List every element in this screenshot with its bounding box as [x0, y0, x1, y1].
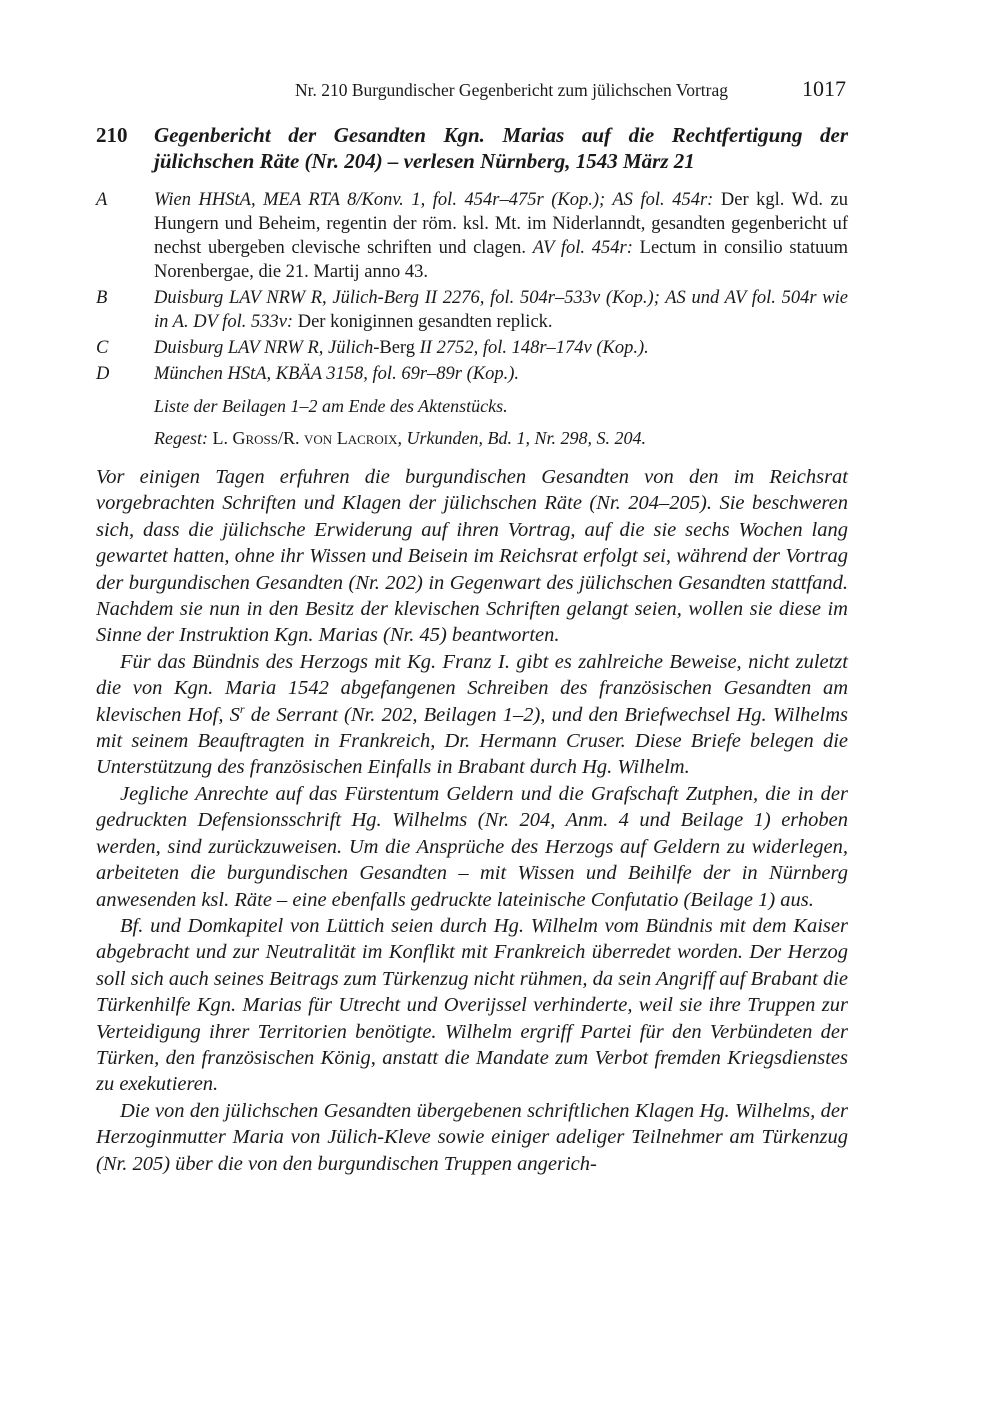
source-siglum: D [96, 364, 110, 384]
document-page [96, 72, 848, 1177]
source-entry-b [96, 286, 848, 334]
summary-paragraph: Vor einigen Tagen erfuhren die burgundischen Gesandten von den im Reichsrat vorgebrachten Schriften und Klagen der jülichschen Räte (Nr. 204–205). Sie beschweren sich, dass die jülichsche Erwiderung auf ihren Vortrag, auf die sie sechs Wochen lang gewartet hatten, ohne ihr Wissen und Beisein im Reichsrat erfolgt sei, während der Vortrag der burgundischen Gesandten (Nr. 202) in Gegenwart des jülichschen Gesandten stattfand. Nachdem sie nun in den Besitz der klevischen Schriften gelangt seien, wollen sie diese im Sinne der Instruktion Kgn. Marias (Nr. 45) beantworten. [96, 466, 848, 647]
source-entry-d [96, 362, 848, 386]
running-title: Nr. 210 Burgundischer Gegenbericht zum jülichschen Vortrag [294, 80, 728, 100]
source-entry-a [96, 188, 848, 284]
attachments-note: Liste der Beilagen 1–2 am Ende des Aktenstücks. [154, 396, 508, 416]
summary-paragraph: Die von den jülichschen Gesandten übergebenen schriftlichen Klagen Hg. Wilhelms, der Herzoginmutter Maria von Jülich-Kleve sowie einiger adeliger Teilnehmer am Türkenzug (Nr. 205) über die von den burgundischen Truppen angerich- [96, 1099, 848, 1175]
summary-paragraph: Bf. und Domkapitel von Lüttich seien durch Hg. Wilhelm vom Bündnis mit dem Kaiser abgebracht und zur Neutralität im Konflikt mit Frankreich überredet worden. Der Herzog soll sich auch seines Beitrags zum Türkenzug nicht rühmen, da sein Angriff auf Brabant die Türkenhilfe Kgn. Marias für Utrecht und Overijssel verhinderte, weil sie ihre Truppen zur Verteidigung ihrer Territorien benötigte. Wilhelm ergriff Partei für den Verbündeten der Türken, den französischen König, anstatt die Mandate zum Verbot fremden Kriegsdienstes zu exekutieren. [96, 914, 848, 1096]
document-number: 210 [96, 123, 128, 147]
running-header [96, 72, 848, 106]
page-number: 1017 [802, 76, 846, 101]
summary-text [96, 464, 848, 1177]
source-list [96, 188, 848, 450]
source-siglum: A [96, 190, 108, 210]
source-siglum: C [96, 338, 109, 358]
document-heading [96, 122, 848, 174]
source-text: München HStA, KBÄA 3158, fol. 69r–89r (Kop.). [154, 364, 520, 384]
document-title: Gegenbericht der Gesandten Kgn. Marias auf die Rechtfertigung der jülichschen Räte (Nr. 204) – verlesen Nürnberg, 1543 März 21 [154, 123, 848, 173]
summary-paragraph: Für das Bündnis des Herzogs mit Kg. Franz I. gibt es zahlreiche Beweise, nicht zuletzt die von Kgn. Maria 1542 abgefangenen Schreiben des französischen Gesandten am klevischen Hof, $S^r$ de Serrant (Nr. 202, Beilagen 1–2), und den Briefwechsel Hg. Wilhelms mit seinem Beauftragten in Frankreich, Dr. Hermann Cruser. Diese Briefe belegen die Unterstützung des französischen Einfalls in Brabant durch Hg. Wilhelm. [96, 650, 848, 779]
regest-note: Regest: L. Groß/R. von Lacroix, Urkunden, Bd. 1, Nr. 298, S. 204. [154, 428, 647, 448]
source-siglum: B [96, 288, 108, 308]
source-entry-c [96, 336, 848, 360]
source-text: Duisburg LAV NRW R, Jülich-Berg II 2752, fol. 148r–174v (Kop.). [154, 338, 649, 358]
source-text: Duisburg LAV NRW R, Jülich-Berg II 2276, fol. 504r–533v (Kop.); AS und AV fol. 504r wie in A. DV fol. 533v: Der koniginnen gesandten replick. [154, 288, 848, 332]
summary-paragraph: Jegliche Anrechte auf das Fürstentum Geldern und die Grafschaft Zutphen, die in der gedruckten Defensionsschrift Hg. Wilhelms (Nr. 204, Anm. 4 und Beilage 1) erhoben werden, sind zurückzuweisen. Um die Ansprüche des Herzogs auf Geldern zu widerlegen, arbeiteten die burgundischen Gesandten – mit Wissen und Beihilfe der in Nürnberg anwesenden ksl. Räte – eine ebenfalls gedruckte lateinische Confutatio (Beilage 1) aus. [96, 782, 848, 911]
source-text: Wien HHStA, MEA RTA 8/Konv. 1, fol. 454r–475r (Kop.); AS fol. 454r: Der kgl. Wd. zu Hungern und Beheim, regentin der röm. ksl. Mt. im Niderlanndt, gesandten gegenbericht uf nechst ubergeben clevische schriften und clagen. AV fol. 454r: Lectum in consilio statuum Norenbergae, die 21. Martij anno 43. [154, 190, 848, 282]
